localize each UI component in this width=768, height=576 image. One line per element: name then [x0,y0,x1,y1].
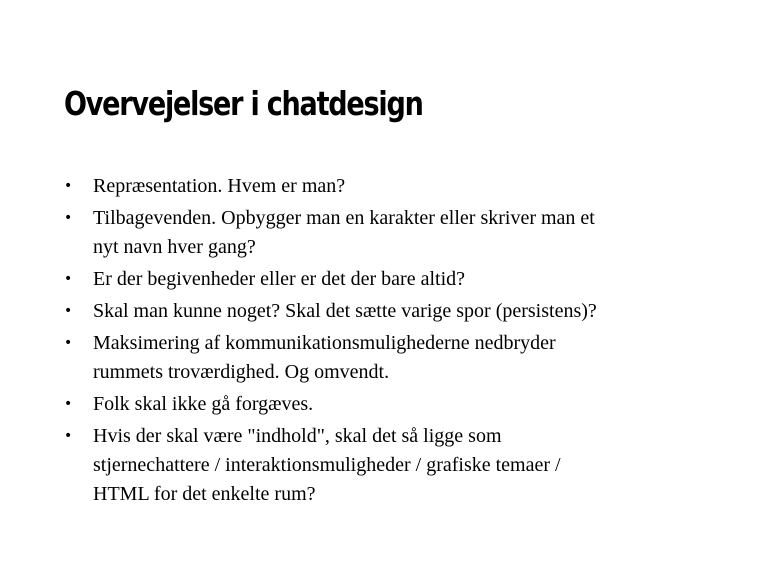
bullet-text: HTML for det enkelte rum? [93,483,316,505]
list-item [64,297,714,326]
bullet-text: nyt navn hver gang? [93,236,256,258]
slide-title: Overvejelser i chatdesign [64,84,423,123]
bullet-text: Skal man kunne noget? Skal det sætte varige spor (persistens)? [93,300,597,322]
bullet-icon: • [64,271,73,287]
bullet-text: stjernechattere / interaktionsmuligheder / grafiske temaer / [93,454,561,476]
list-item [64,329,714,387]
bullet-text: Hvis der skal være "indhold", skal det så ligge som [93,425,502,447]
list-item [64,204,714,262]
bullet-icon: • [64,335,73,351]
bullet-icon: • [64,396,73,412]
bullet-icon: • [64,428,73,444]
bullet-icon: • [64,210,73,226]
list-item [64,265,714,294]
bullet-text: Er der begivenheder eller er det der bare altid? [93,268,466,290]
bullet-list [64,172,714,512]
list-item [64,390,714,419]
bullet-icon: • [64,303,73,319]
bullet-text: Maksimering af kommunikationsmulighederne nedbryder [93,332,556,354]
list-item [64,172,714,201]
list-item [64,422,714,509]
bullet-icon: • [64,178,73,194]
bullet-text: Tilbagevenden. Opbygger man en karakter eller skriver man et [93,207,595,229]
bullet-text: Folk skal ikke gå forgæves. [93,393,314,415]
bullet-text: rummets troværdighed. Og omvendt. [93,361,390,383]
bullet-text: Repræsentation. Hvem er man? [93,175,346,197]
